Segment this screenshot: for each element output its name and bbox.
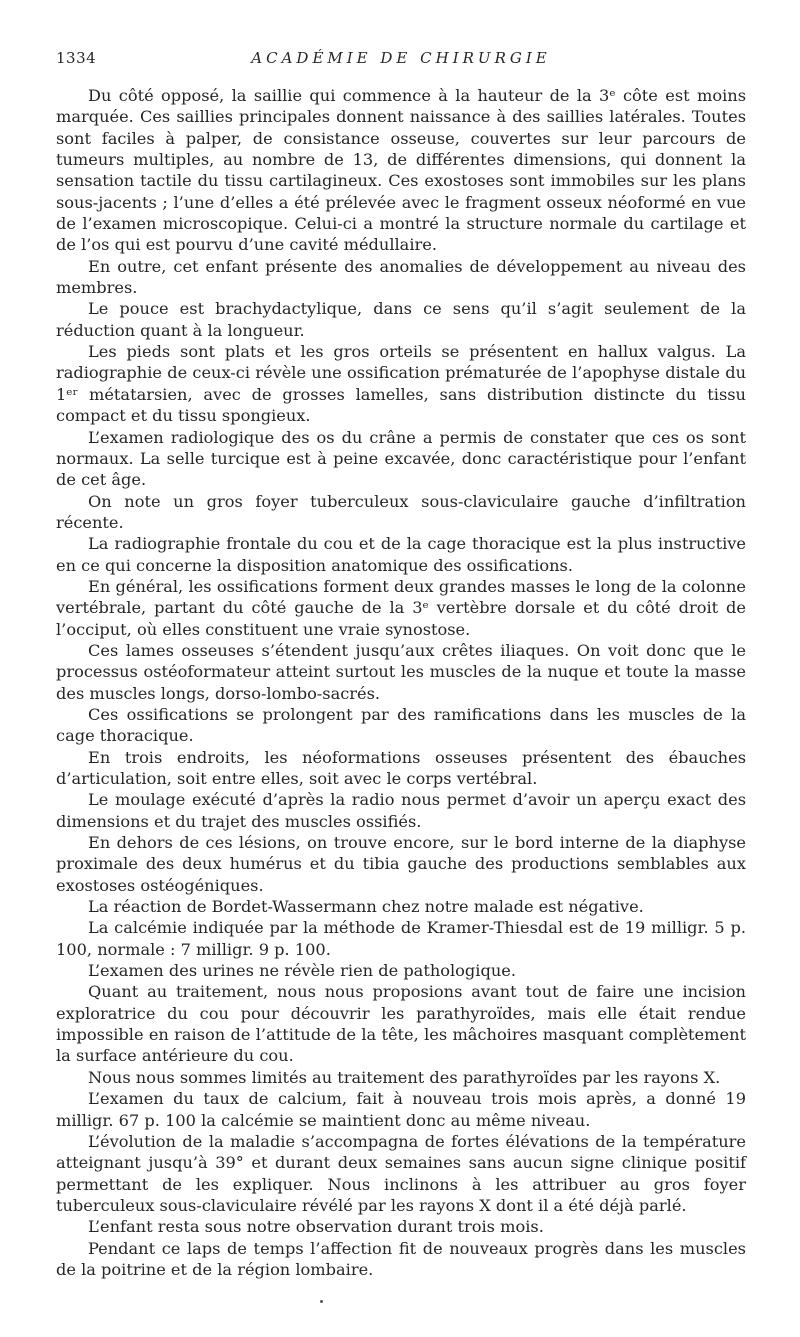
paragraph: Nous nous sommes limités au traitement des parathyroïdes par les rayons X. [88, 1067, 721, 1087]
page-header [56, 49, 746, 71]
paragraph: La réaction de Bordet-Wassermann chez notre malade est négative. [88, 897, 644, 917]
paragraph: L’enfant resta sous notre observation durant trois mois. [88, 1217, 544, 1237]
paragraph: Du côté opposé, la saillie qui commence à la hauteur de la 3ᵉ côte est moins marquée. Ces saillies principales donnent naissance à des saillies latérales. Toutes sont faciles à palper, de consistance osseuse, couvertes sur leur parcours de tumeurs multiples, au nombre de 13, de différentes dimensions, qui donnent la sensation tactile du tissu cartilagineux. Ces exostoses sont immobiles sur les plans sous-jacents ; l’une d’elles a été prélevée avec le fragment osseux néoformé en vue de l’examen microscopique. Celui-ci a montré la structure normale du cartilage et de l’os qui est pourvu d’une cavité médullaire. [56, 86, 746, 255]
paragraph: Le moulage exécuté d’après la radio nous permet d’avoir un aperçu exact des dimensions et du trajet des muscles ossifiés. [56, 790, 746, 831]
running-title: ACADÉMIE DE CHIRURGIE [251, 49, 551, 67]
paragraph: En trois endroits, les néoformations osseuses présentent des ébauches d’articulation, soit entre elles, soit avec le corps vertébral. [56, 747, 746, 788]
paragraph: L’évolution de la maladie s’accompagna de fortes élévations de la température atteignant jusqu’à 39° et durant deux semaines sans aucun signe clinique positif permettant de les expliquer. Nous inclinons à les attribuer au gros foyer tuberculeux sous-claviculaire révélé par les rayons X dont il a été déjà parlé. [56, 1131, 746, 1215]
paragraph: L’examen radiologique des os du crâne a permis de constater que ces os sont normaux. La selle turcique est à peine excavée, donc caractéristique pour l’enfant de cet âge. [56, 427, 746, 490]
paragraph: Pendant ce laps de temps l’affection fit de nouveaux progrès dans les muscles de la poitrine et de la région lombaire. [56, 1238, 746, 1279]
paragraph: Les pieds sont plats et les gros orteils se présentent en hallux valgus. La radiographie de ceux-ci révèle une ossification prématurée de l’apophyse distale du 1ᵉʳ métatarsien, avec de grosses lamelles, sans distribution distincte du tissu compact et du tissu spongieux. [56, 342, 746, 426]
paragraph: Ces lames osseuses s’étendent jusqu’aux crêtes iliaques. On voit donc que le processus ostéoformateur atteint surtout les muscles de la nuque et toute la masse des muscles longs, dorso-lombo-sacrés. [56, 640, 746, 703]
paragraph: En général, les ossifications forment deux grandes masses le long de la colonne vertébrale, partant du côté gauche de la 3ᵉ vertèbre dorsale et du côté droit de l’occiput, où elles constituent une vraie synostose. [56, 576, 746, 639]
paragraph: En dehors de ces lésions, on trouve encore, sur le bord interne de la diaphyse proximale des deux humérus et du tibia gauche des productions semblables aux exostoses ostéogéniques. [56, 833, 746, 895]
paragraph: Ces ossifications se prolongent par des ramifications dans les muscles de la cage thoracique. [56, 704, 746, 746]
paragraph: L’examen des urines ne révèle rien de pathologique. [88, 961, 516, 981]
paragraph: Quant au traitement, nous nous proposions avant tout de faire une incision exploratrice du cou pour découvrir les parathyroïdes, mais elle était rendue impossible en raison de l’attitude de la tête, les mâchoires masquant complètement la surface antérieure du cou. [56, 982, 746, 1066]
stray-mark [320, 1300, 323, 1303]
page-number: 1334 [56, 49, 97, 67]
paragraph: La calcémie indiquée par la méthode de Kramer-Thiesdal est de 19 milligr. 5 p. 100, normale : 7 milligr. 9 p. 100. [56, 918, 746, 959]
body-text [56, 85, 746, 1280]
paragraph: L’examen du taux de calcium, fait à nouveau trois mois après, a donné 19 milligr. 67 p. 100 la calcémie se maintient donc au même niveau. [56, 1089, 746, 1130]
paragraph: La radiographie frontale du cou et de la cage thoracique est la plus instructive en ce qui concerne la disposition anatomique des ossifications. [56, 534, 746, 575]
paragraph: Le pouce est brachydactylique, dans ce sens qu’il s’agit seulement de la réduction quant à la longueur. [56, 299, 746, 340]
paragraph: En outre, cet enfant présente des anomalies de développement au niveau des membres. [56, 256, 746, 298]
paragraph: On note un gros foyer tuberculeux sous-claviculaire gauche d’infiltration récente. [56, 491, 746, 532]
